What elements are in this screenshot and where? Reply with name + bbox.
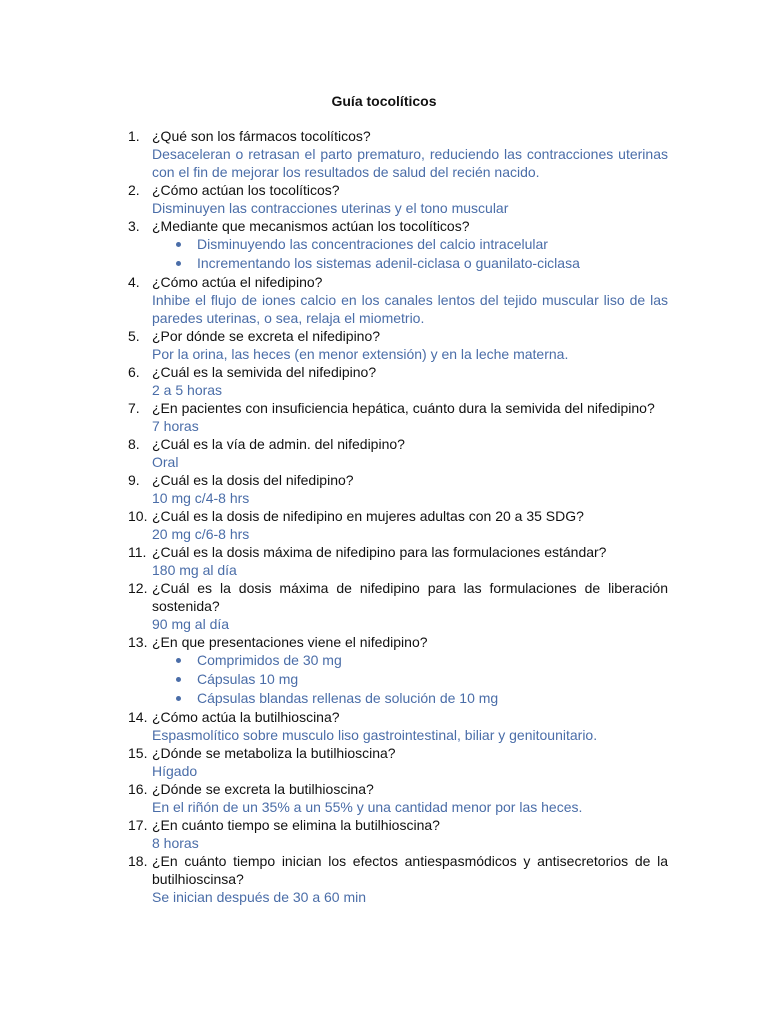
answer-bullet-list xyxy=(152,235,668,273)
question-number: 17. xyxy=(128,817,148,833)
question-item xyxy=(128,744,668,780)
question-number: 5. xyxy=(128,328,140,344)
question-text: ¿Mediante que mecanismos actúan los tocolíticos? xyxy=(152,218,470,234)
question-number: 10. xyxy=(128,508,148,524)
question-number: 4. xyxy=(128,274,140,290)
bullet-icon xyxy=(176,261,181,266)
question-item xyxy=(128,273,668,327)
question-number: 8. xyxy=(128,436,140,452)
question-item xyxy=(128,127,668,181)
question-item xyxy=(128,708,668,744)
answer-bullet-item xyxy=(152,651,668,670)
question-number: 18. xyxy=(128,853,148,869)
question-text: ¿En pacientes con insuficiencia hepática, cuánto dura la semivida del nifedipino? xyxy=(152,400,655,416)
question-text: ¿Cuál es la vía de admin. del nifedipino? xyxy=(152,436,405,452)
question-item xyxy=(128,471,668,507)
question-list xyxy=(128,127,668,906)
question-item xyxy=(128,780,668,816)
question-text: ¿Cómo actúa la butilhioscina? xyxy=(152,709,340,725)
question-item xyxy=(128,543,668,579)
question-item xyxy=(128,579,668,633)
answer-text: Se inician después de 30 a 60 min xyxy=(152,889,367,905)
question-item xyxy=(128,217,668,273)
question-item xyxy=(128,852,668,906)
answer-text: Hígado xyxy=(152,763,198,779)
question-number: 7. xyxy=(128,400,140,416)
bullet-icon xyxy=(176,677,181,682)
answer-bullet-text: Disminuyendo las concentraciones del calcio intracelular xyxy=(197,236,548,252)
question-item xyxy=(128,327,668,363)
answer-text: 20 mg c/6-8 hrs xyxy=(152,526,250,542)
answer-bullet-text: Incrementando los sistemas adenil-ciclasa o guanilato-ciclasa xyxy=(197,255,580,271)
question-number: 11. xyxy=(128,544,147,560)
answer-text: Espasmolítico sobre musculo liso gastrointestinal, biliar y genitounitario. xyxy=(152,727,598,743)
question-text: ¿Por dónde se excreta el nifedipino? xyxy=(152,328,381,344)
question-number: 9. xyxy=(128,472,140,488)
question-text: ¿Dónde se excreta la butilhioscina? xyxy=(152,781,374,797)
question-text: ¿Cómo actúa el nifedipino? xyxy=(152,274,323,290)
question-text: ¿Cuál es la dosis del nifedipino? xyxy=(152,472,354,488)
question-text: ¿Cuál es la dosis máxima de nifedipino para las formulaciones estándar? xyxy=(152,544,607,560)
question-number: 2. xyxy=(128,182,140,198)
answer-text: 90 mg al día xyxy=(152,616,230,632)
question-item xyxy=(128,363,668,399)
question-number: 13. xyxy=(128,634,148,650)
answer-text: 2 a 5 horas xyxy=(152,382,223,398)
question-text: ¿Cuál es la dosis máxima de nifedipino para las formulaciones de liberación sostenida? xyxy=(152,580,668,614)
question-item xyxy=(128,633,668,708)
question-item xyxy=(128,435,668,471)
question-number: 16. xyxy=(128,781,148,797)
answer-text: 7 horas xyxy=(152,418,199,434)
question-text: ¿En cuánto tiempo inician los efectos antiespasmódicos y antisecretorios de la butilhioscinsa? xyxy=(152,853,668,887)
answer-text: Por la orina, las heces (en menor extensión) y en la leche materna. xyxy=(152,346,569,362)
question-item xyxy=(128,399,668,435)
answer-bullet-list xyxy=(152,651,668,708)
answer-text: 180 mg al día xyxy=(152,562,237,578)
question-number: 3. xyxy=(128,218,140,234)
page-title: Guía tocolíticos xyxy=(331,93,437,109)
answer-text: Oral xyxy=(152,454,179,470)
question-text: ¿En cuánto tiempo se elimina la butilhioscina? xyxy=(152,817,440,833)
question-text: ¿Dónde se metaboliza la butilhioscina? xyxy=(152,745,396,761)
question-number: 14. xyxy=(128,709,148,725)
answer-text: Desaceleran o retrasan el parto prematuro, reduciendo las contracciones uterinas con el fin de mejorar los resultados de salud del recién nacido. xyxy=(152,146,668,180)
answer-text: En el riñón de un 35% a un 55% y una cantidad menor por las heces. xyxy=(152,799,583,815)
question-text: ¿Cuál es la dosis de nifedipino en mujeres adultas con 20 a 35 SDG? xyxy=(152,508,584,524)
question-number: 6. xyxy=(128,364,140,380)
answer-bullet-text: Comprimidos de 30 mg xyxy=(197,652,342,668)
bullet-icon xyxy=(176,658,181,663)
answer-bullet-text: Cápsulas blandas rellenas de solución de 10 mg xyxy=(197,690,499,706)
question-text: ¿Qué son los fármacos tocolíticos? xyxy=(152,128,371,144)
question-item xyxy=(128,816,668,852)
answer-text: Disminuyen las contracciones uterinas y el tono muscular xyxy=(152,200,509,216)
question-number: 1. xyxy=(128,128,140,144)
bullet-icon xyxy=(176,696,181,701)
answer-text: Inhibe el flujo de iones calcio en los canales lentos del tejido muscular liso de las paredes uterinas, o sea, relaja el miometrio. xyxy=(152,292,668,326)
bullet-icon xyxy=(176,242,181,247)
question-text: ¿Cuál es la semivida del nifedipino? xyxy=(152,364,377,380)
answer-text: 8 horas xyxy=(152,835,199,851)
answer-bullet-item xyxy=(152,235,668,254)
question-text: ¿Cómo actúan los tocolíticos? xyxy=(152,182,340,198)
question-number: 12. xyxy=(128,580,148,596)
question-text: ¿En que presentaciones viene el nifedipino? xyxy=(152,634,428,650)
answer-bullet-item xyxy=(152,670,668,689)
question-item xyxy=(128,181,668,217)
answer-bullet-text: Cápsulas 10 mg xyxy=(197,671,299,687)
answer-bullet-item xyxy=(152,254,668,273)
answer-text: 10 mg c/4-8 hrs xyxy=(152,490,250,506)
question-number: 15. xyxy=(128,745,148,761)
answer-bullet-item xyxy=(152,689,668,708)
question-item xyxy=(128,507,668,543)
